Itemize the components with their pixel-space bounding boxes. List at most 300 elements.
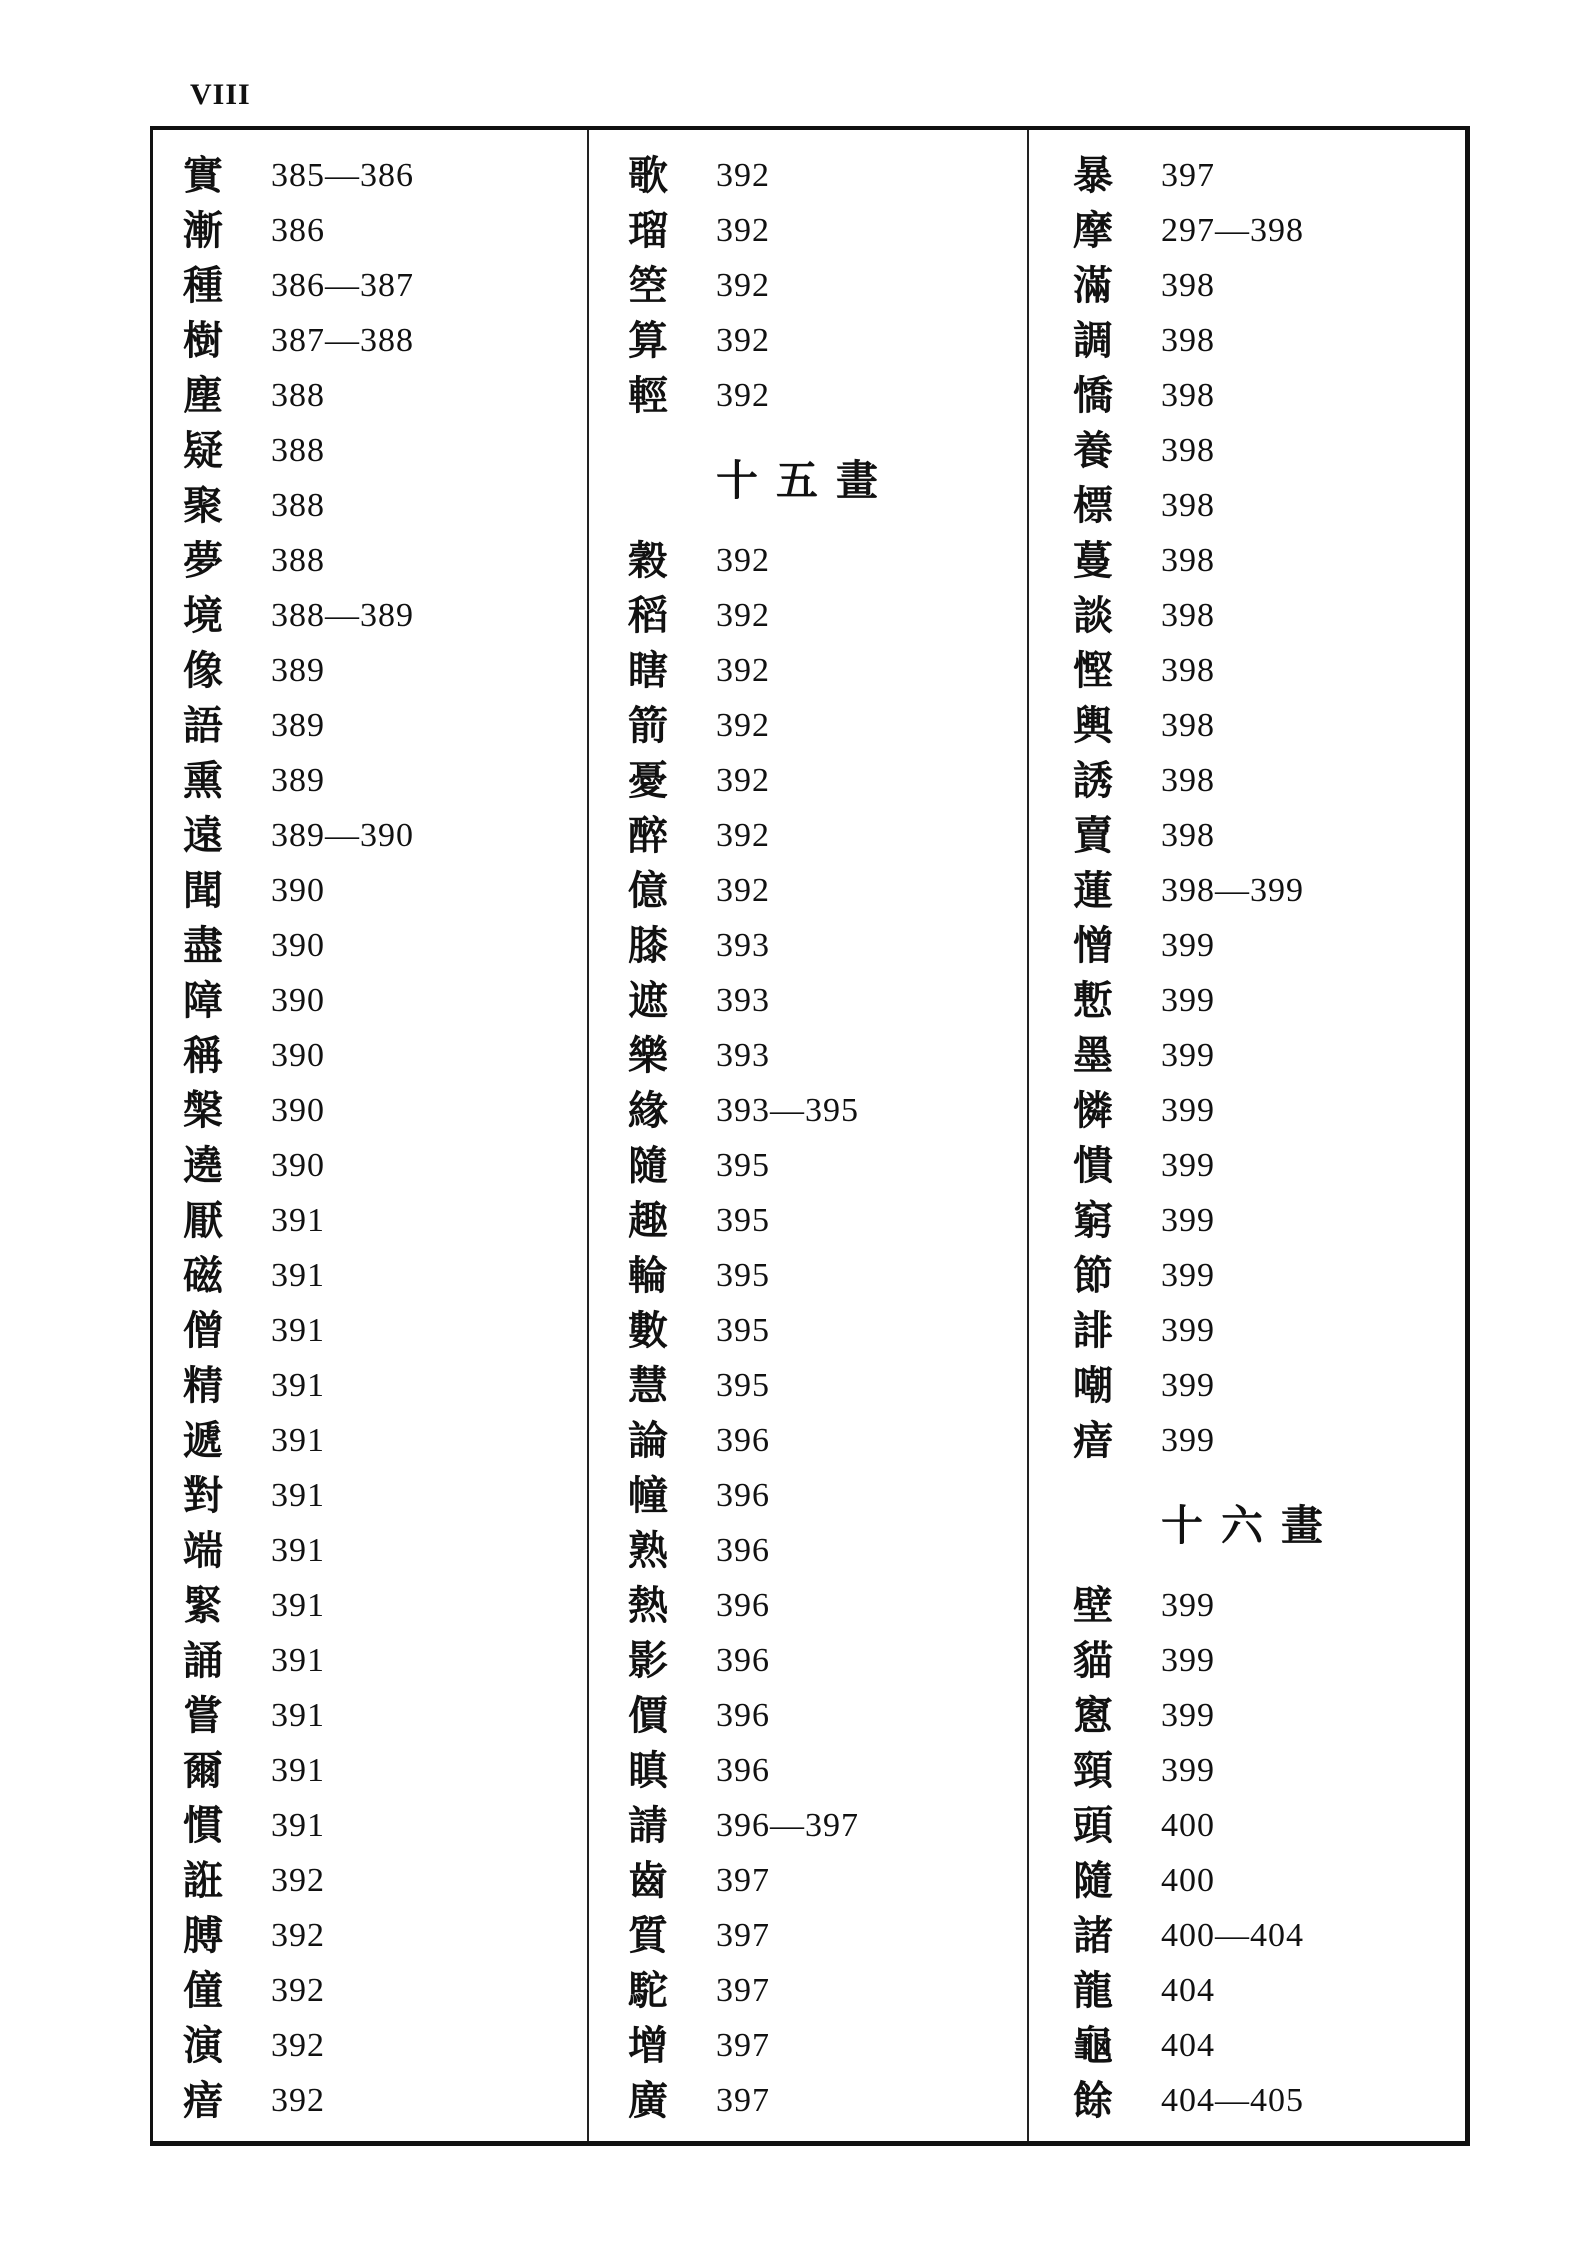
entry-character: 數: [628, 1306, 668, 1354]
entry-pages: 387—388: [271, 321, 414, 359]
entry-character: 醉: [628, 811, 668, 859]
entry-pages: 392: [716, 156, 770, 194]
entry-pages: 398: [1161, 596, 1215, 634]
entry-pages: 393: [716, 1036, 770, 1074]
entry-character: 窮: [1073, 1196, 1113, 1244]
entry-pages: 398: [1161, 541, 1215, 579]
entry-character: 遞: [183, 1416, 223, 1464]
entry-pages: 399: [1161, 1091, 1215, 1129]
entry-pages: 297—398: [1161, 211, 1304, 249]
index-entry: [183, 2018, 414, 2073]
entry-pages: 391: [271, 1641, 325, 1679]
entry-character: 憍: [1073, 371, 1113, 419]
entry-character: 隨: [628, 1141, 668, 1189]
index-entry: [183, 1963, 414, 2018]
entry-character: 箜: [628, 261, 668, 309]
index-entry: [183, 918, 414, 973]
entry-character: 調: [1073, 316, 1113, 364]
entry-character: 頭: [1073, 1801, 1113, 1849]
index-entry: [183, 753, 414, 808]
index-entry: [1073, 148, 1341, 203]
index-entry: [183, 1853, 414, 1908]
entry-pages: 392: [716, 211, 770, 249]
entry-character: 價: [628, 1691, 668, 1739]
entry-character: 駝: [628, 1966, 668, 2014]
index-entry: [183, 1083, 414, 1138]
stroke-count-heading: 十五畫: [716, 456, 897, 505]
index-entry: [1073, 1248, 1341, 1303]
entry-pages: 396: [716, 1531, 770, 1569]
entry-character: 誦: [183, 1636, 223, 1684]
entry-character: 憐: [1073, 1086, 1113, 1134]
stroke-count-heading: 十六畫: [1161, 1501, 1342, 1550]
entry-pages: 386: [271, 211, 325, 249]
entry-character: 槃: [183, 1086, 223, 1134]
entry-pages: 397: [716, 2081, 770, 2119]
index-entry: [628, 1688, 896, 1743]
entry-character: 精: [183, 1361, 223, 1409]
index-entry: [1073, 478, 1341, 533]
entry-pages: 399: [1161, 1751, 1215, 1789]
entry-pages: 396: [716, 1476, 770, 1514]
index-entry: [1073, 368, 1341, 423]
entry-character: 嘗: [183, 1691, 223, 1739]
index-entry: [628, 2073, 896, 2128]
entry-character: 膝: [628, 921, 668, 969]
entry-pages: 395: [716, 1256, 770, 1294]
entry-character: 幢: [628, 1471, 668, 1519]
index-entry: [183, 1688, 414, 1743]
index-entry: [628, 1908, 896, 1963]
entry-character: 誘: [1073, 756, 1113, 804]
entry-pages: 386—387: [271, 266, 414, 304]
entry-pages: 398: [1161, 266, 1215, 304]
entry-character: 僧: [183, 1306, 223, 1354]
entry-character: 遶: [183, 1141, 223, 1189]
entry-pages: 391: [271, 1476, 325, 1514]
entry-pages: 399: [1161, 1696, 1215, 1734]
entry-character: 輕: [628, 371, 668, 419]
entry-pages: 392: [716, 596, 770, 634]
entry-character: 影: [628, 1636, 668, 1684]
index-entry: [1073, 1083, 1341, 1138]
entry-pages: 395: [716, 1201, 770, 1239]
entry-pages: 399: [1161, 926, 1215, 964]
entry-character: 夢: [183, 536, 223, 584]
index-entry: [183, 478, 414, 533]
entry-character: 貓: [1073, 1636, 1113, 1684]
index-entry: [1073, 533, 1341, 588]
index-entry: [628, 1358, 896, 1413]
entry-character: 端: [183, 1526, 223, 1574]
index-entry: [628, 1028, 896, 1083]
entry-pages: 396: [716, 1641, 770, 1679]
entry-pages: 397: [716, 1971, 770, 2009]
entry-character: 爾: [183, 1746, 223, 1794]
entry-pages: 389—390: [271, 816, 414, 854]
index-entry: [1073, 1963, 1341, 2018]
index-table: [150, 126, 1470, 2146]
entry-pages: 391: [271, 1201, 325, 1239]
entry-pages: 388—389: [271, 596, 414, 634]
entry-pages: 397: [1161, 156, 1215, 194]
index-entry: [628, 1248, 896, 1303]
index-entry: [183, 1358, 414, 1413]
entry-character: 瑠: [628, 206, 668, 254]
index-entry: [1073, 1688, 1341, 1743]
index-entry: [183, 588, 414, 643]
entry-character: 慧: [628, 1361, 668, 1409]
entry-character: 隨: [1073, 1856, 1113, 1904]
entry-character: 增: [628, 2021, 668, 2069]
index-entry: [183, 808, 414, 863]
entry-character: 慣: [183, 1801, 223, 1849]
entry-pages: 399: [1161, 1036, 1215, 1074]
index-entry: [628, 753, 896, 808]
entry-pages: 392: [271, 2081, 325, 2119]
index-entry: [1073, 258, 1341, 313]
entry-pages: 389: [271, 706, 325, 744]
entry-character: 憂: [628, 756, 668, 804]
entry-character: 厭: [183, 1196, 223, 1244]
entry-character: 稱: [183, 1031, 223, 1079]
entry-character: 億: [628, 866, 668, 914]
index-entry: [183, 863, 414, 918]
index-entry: [183, 1303, 414, 1358]
index-entry: [628, 1743, 896, 1798]
entry-character: 談: [1073, 591, 1113, 639]
index-entry: [1073, 1028, 1341, 1083]
entry-character: 疑: [183, 426, 223, 474]
index-entry: [1073, 863, 1341, 918]
entry-pages: 392: [716, 266, 770, 304]
entry-pages: 392: [716, 871, 770, 909]
entry-character: 諸: [1073, 1911, 1113, 1959]
entry-pages: 398: [1161, 321, 1215, 359]
entry-character: 蓮: [1073, 866, 1113, 914]
entry-character: 質: [628, 1911, 668, 1959]
entry-character: 聞: [183, 866, 223, 914]
index-entry: [628, 533, 896, 588]
index-entry: [1073, 1193, 1341, 1248]
index-entry: [183, 2073, 414, 2128]
entry-character: 壁: [1073, 1581, 1113, 1629]
entry-character: 塵: [183, 371, 223, 419]
entry-pages: 391: [271, 1806, 325, 1844]
entry-pages: 404: [1161, 1971, 1215, 2009]
entry-pages: 398: [1161, 651, 1215, 689]
entry-pages: 395: [716, 1366, 770, 1404]
entry-character: 請: [628, 1801, 668, 1849]
entry-pages: 393: [716, 981, 770, 1019]
index-column-3: [1073, 148, 1341, 2128]
index-entry: [183, 368, 414, 423]
entry-pages: 399: [1161, 1201, 1215, 1239]
entry-pages: 389: [271, 651, 325, 689]
entry-character: 緣: [628, 1086, 668, 1134]
entry-character: 憒: [1073, 1141, 1113, 1189]
entry-character: 輿: [1073, 701, 1113, 749]
entry-character: 對: [183, 1471, 223, 1519]
entry-pages: 392: [271, 2026, 325, 2064]
index-entry: [628, 918, 896, 973]
entry-character: 慙: [1073, 976, 1113, 1024]
index-entry: [183, 313, 414, 368]
entry-pages: 398: [1161, 431, 1215, 469]
index-entry: [628, 588, 896, 643]
entry-character: 緊: [183, 1581, 223, 1629]
index-entry: [183, 148, 414, 203]
entry-character: 誹: [1073, 1306, 1113, 1354]
entry-pages: 398: [1161, 376, 1215, 414]
index-entry: [1073, 1908, 1341, 1963]
index-entry: [628, 1083, 896, 1138]
entry-pages: 390: [271, 871, 325, 909]
entry-pages: 392: [716, 376, 770, 414]
index-entry: [628, 1468, 896, 1523]
entry-character: 樹: [183, 316, 223, 364]
entry-character: 像: [183, 646, 223, 694]
entry-pages: 390: [271, 1146, 325, 1184]
entry-pages: 399: [1161, 1256, 1215, 1294]
index-entry: [1073, 588, 1341, 643]
entry-character: 廣: [628, 2076, 668, 2124]
entry-pages: 392: [271, 1916, 325, 1954]
entry-pages: 395: [716, 1311, 770, 1349]
index-entry: [628, 203, 896, 258]
entry-pages: 392: [716, 541, 770, 579]
index-entry: [183, 1743, 414, 1798]
index-entry: [628, 643, 896, 698]
entry-pages: 392: [271, 1971, 325, 2009]
entry-pages: 389: [271, 761, 325, 799]
entry-pages: 385—386: [271, 156, 414, 194]
index-entry: [183, 1193, 414, 1248]
index-entry: [1073, 918, 1341, 973]
index-entry: [1073, 203, 1341, 258]
index-entry: [628, 2018, 896, 2073]
index-entry: [628, 1578, 896, 1633]
index-entry: [628, 973, 896, 1028]
index-entry: [1073, 753, 1341, 808]
index-entry: [1073, 1578, 1341, 1633]
entry-character: 遠: [183, 811, 223, 859]
index-entry: [1073, 423, 1341, 478]
entry-character: 瘖: [183, 2076, 223, 2124]
entry-pages: 388: [271, 541, 325, 579]
entry-pages: 392: [716, 706, 770, 744]
entry-pages: 392: [716, 321, 770, 359]
entry-character: 種: [183, 261, 223, 309]
index-entry: [183, 258, 414, 313]
index-entry: [183, 1138, 414, 1193]
entry-character: 樂: [628, 1031, 668, 1079]
entry-pages: 396: [716, 1696, 770, 1734]
entry-pages: 396: [716, 1751, 770, 1789]
entry-pages: 398: [1161, 706, 1215, 744]
entry-pages: 397: [716, 1916, 770, 1954]
entry-pages: 392: [271, 1861, 325, 1899]
entry-character: 箭: [628, 701, 668, 749]
entry-pages: 388: [271, 376, 325, 414]
entry-character: 熱: [628, 1581, 668, 1629]
entry-pages: 399: [1161, 1421, 1215, 1459]
entry-pages: 400—404: [1161, 1916, 1304, 1954]
entry-pages: 396: [716, 1421, 770, 1459]
entry-pages: 392: [716, 816, 770, 854]
entry-pages: 398: [1161, 761, 1215, 799]
entry-character: 歌: [628, 151, 668, 199]
page-number: VIII: [190, 78, 251, 111]
entry-character: 僮: [183, 1966, 223, 2014]
entry-character: 龍: [1073, 1966, 1113, 2014]
index-entry: [183, 1028, 414, 1083]
entry-pages: 391: [271, 1311, 325, 1349]
index-entry: [628, 258, 896, 313]
index-entry: [628, 1523, 896, 1578]
entry-character: 實: [183, 151, 223, 199]
entry-character: 滿: [1073, 261, 1113, 309]
entry-pages: 396: [716, 1586, 770, 1624]
index-entry: [183, 1413, 414, 1468]
entry-character: 摩: [1073, 206, 1113, 254]
index-entry: [183, 1908, 414, 1963]
entry-character: 聚: [183, 481, 223, 529]
entry-character: 瘖: [1073, 1416, 1113, 1464]
entry-character: 嘲: [1073, 1361, 1113, 1409]
entry-character: 頸: [1073, 1746, 1113, 1794]
entry-pages: 391: [271, 1366, 325, 1404]
entry-pages: 404—405: [1161, 2081, 1304, 2119]
entry-pages: 393: [716, 926, 770, 964]
index-entry: [628, 1138, 896, 1193]
entry-pages: 388: [271, 486, 325, 524]
entry-pages: 398: [1161, 486, 1215, 524]
index-entry: [1073, 2073, 1341, 2128]
entry-character: 輪: [628, 1251, 668, 1299]
index-entry: [628, 313, 896, 368]
index-entry: [628, 1633, 896, 1688]
index-entry: [183, 423, 414, 478]
entry-pages: 391: [271, 1696, 325, 1734]
entry-character: 膊: [183, 1911, 223, 1959]
entry-pages: 397: [716, 1861, 770, 1899]
index-entry: [628, 863, 896, 918]
entry-pages: 391: [271, 1531, 325, 1569]
entry-character: 蔓: [1073, 536, 1113, 584]
entry-pages: 391: [271, 1586, 325, 1624]
entry-pages: 390: [271, 1091, 325, 1129]
entry-pages: 399: [1161, 1146, 1215, 1184]
entry-character: 憎: [1073, 921, 1113, 969]
entry-character: 暴: [1073, 151, 1113, 199]
index-entry: [628, 1193, 896, 1248]
entry-character: 障: [183, 976, 223, 1024]
index-entry: [183, 1248, 414, 1303]
index-entry: [1073, 973, 1341, 1028]
entry-pages: 392: [716, 651, 770, 689]
entry-character: 境: [183, 591, 223, 639]
index-entry: [1073, 1743, 1341, 1798]
entry-character: 演: [183, 2021, 223, 2069]
entry-pages: 398—399: [1161, 871, 1304, 909]
entry-character: 算: [628, 316, 668, 364]
index-entry: [183, 1578, 414, 1633]
index-column-1: [183, 148, 414, 2128]
entry-character: 語: [183, 701, 223, 749]
entry-pages: 404: [1161, 2026, 1215, 2064]
index-entry: [183, 973, 414, 1028]
entry-character: 趣: [628, 1196, 668, 1244]
index-entry: [628, 1303, 896, 1358]
entry-character: 齒: [628, 1856, 668, 1904]
index-entry: [1073, 1413, 1341, 1468]
index-entry: [1073, 1633, 1341, 1688]
index-column-2: [628, 148, 896, 2128]
entry-pages: 399: [1161, 1366, 1215, 1404]
index-entry: [628, 368, 896, 423]
index-entry: [1073, 2018, 1341, 2073]
entry-character: 熟: [628, 1526, 668, 1574]
index-entry: [183, 1633, 414, 1688]
entry-pages: 388: [271, 431, 325, 469]
index-entry: [1073, 643, 1341, 698]
entry-pages: 392: [716, 761, 770, 799]
index-entry: [183, 203, 414, 258]
index-entry: [183, 1523, 414, 1578]
entry-pages: 395: [716, 1146, 770, 1184]
index-entry: [183, 1468, 414, 1523]
entry-character: 稻: [628, 591, 668, 639]
entry-pages: 399: [1161, 1311, 1215, 1349]
index-entry: [1073, 1303, 1341, 1358]
entry-pages: 390: [271, 1036, 325, 1074]
entry-character: 慳: [1073, 646, 1113, 694]
entry-pages: 393—395: [716, 1091, 859, 1129]
entry-pages: 400: [1161, 1806, 1215, 1844]
entry-character: 賣: [1073, 811, 1113, 859]
index-entry: [183, 533, 414, 588]
entry-character: 磁: [183, 1251, 223, 1299]
index-entry: [1073, 698, 1341, 753]
entry-character: 龜: [1073, 2021, 1113, 2069]
index-entry: [628, 1963, 896, 2018]
index-entry: [1073, 1358, 1341, 1413]
index-entry: [628, 1853, 896, 1908]
entry-character: 窻: [1073, 1691, 1113, 1739]
entry-pages: 400: [1161, 1861, 1215, 1899]
entry-pages: 391: [271, 1256, 325, 1294]
entry-pages: 397: [716, 2026, 770, 2064]
entry-pages: 399: [1161, 1586, 1215, 1624]
entry-character: 論: [628, 1416, 668, 1464]
index-entry: [183, 643, 414, 698]
index-entry: [1073, 313, 1341, 368]
column-divider: [1027, 130, 1029, 2141]
entry-character: 標: [1073, 481, 1113, 529]
entry-character: 熏: [183, 756, 223, 804]
column-divider: [587, 130, 589, 2141]
entry-character: 節: [1073, 1251, 1113, 1299]
entry-character: 墨: [1073, 1031, 1113, 1079]
entry-pages: 391: [271, 1751, 325, 1789]
entry-character: 遮: [628, 976, 668, 1024]
entry-pages: 390: [271, 981, 325, 1019]
index-entry: [183, 698, 414, 753]
entry-pages: 398: [1161, 816, 1215, 854]
entry-pages: 390: [271, 926, 325, 964]
index-entry: [1073, 1853, 1341, 1908]
